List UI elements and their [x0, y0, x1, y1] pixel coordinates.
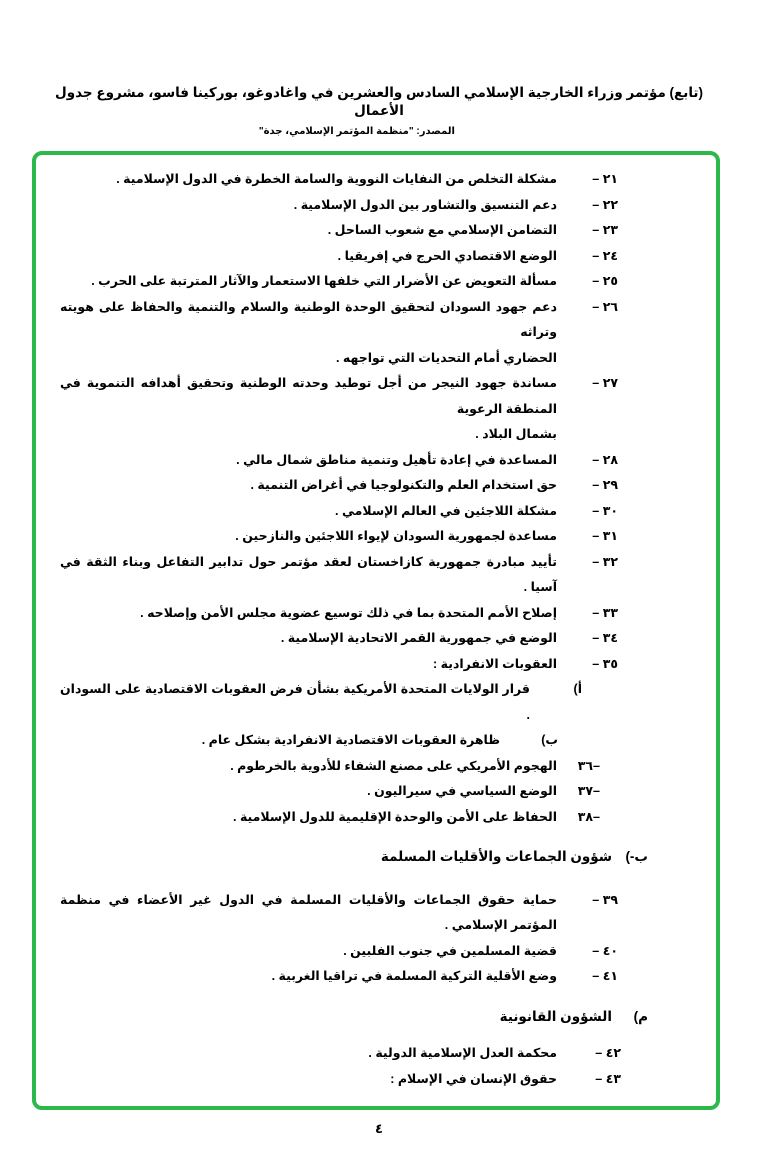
item-text-block: [60, 295, 557, 372]
item-text: دعم جهود السودان لتحقيق الوحدة الوطنية والسلام والتنمية والحفاظ على هويته وتراثه: [60, 299, 557, 339]
item-text: حق استخدام العلم والتكنولوجيا في أغراض التنمية .: [250, 478, 557, 492]
item-text-block: [60, 244, 557, 270]
list-item: [36, 167, 716, 193]
list-item: [36, 626, 716, 652]
content-frame: [32, 151, 720, 1110]
list-item: [36, 805, 716, 831]
section-title-text: شؤون الجماعات والأقليات المسلمة: [380, 849, 612, 864]
item-text: ظاهرة العقوبات الاقتصادية الانفرادية بشكل عام .: [201, 733, 500, 747]
list-item: [36, 779, 716, 805]
item-number: ٣٣ –: [592, 605, 618, 620]
page-number: ٤: [375, 1121, 383, 1136]
item-text: مشكلة اللاجئين في العالم الإسلامي .: [335, 503, 557, 518]
list-item: [36, 888, 716, 939]
list-item: [36, 550, 716, 601]
item-text: العقوبات الانفرادية :: [433, 656, 557, 671]
sub-item: [36, 677, 716, 728]
item-text: الوضع الاقتصادي الحرج في إفريقيا .: [337, 248, 557, 263]
item-text-block: [60, 652, 557, 678]
item-number: ٤٢ –: [595, 1046, 621, 1060]
list-item: [36, 244, 716, 270]
item-text-block: [60, 779, 557, 805]
item-text: الوضع في جمهورية القمر الاتحادية الإسلامية .: [280, 631, 557, 645]
item-text-continuation: بشمال البلاد .: [475, 427, 557, 441]
item-text-block: [60, 167, 557, 193]
source-line: المصدر: "منظمة المؤتمر الإسلامي، جدة": [258, 126, 455, 137]
item-text-block: [60, 805, 557, 831]
item-number: ٤٣ –: [595, 1071, 621, 1086]
item-text-block: [60, 601, 557, 627]
item-text-block: [60, 448, 557, 474]
item-text-block: [60, 499, 557, 525]
list-item: [36, 524, 716, 550]
list-item: [36, 939, 716, 965]
item-number: ٢٩ –: [592, 478, 618, 492]
list-item: [36, 448, 716, 474]
item-number: ٤٠ –: [592, 943, 618, 958]
item-text-block: [60, 550, 557, 601]
item-number: –٣٨: [577, 809, 600, 824]
item-number: –٣٦: [577, 758, 600, 773]
list-item: [36, 371, 716, 448]
item-text: إصلاح الأمم المتحدة بما في ذلك توسيع عضوية مجلس الأمن وإصلاحه .: [140, 605, 557, 620]
item-text-block: [60, 939, 557, 965]
section-heading: [36, 844, 716, 870]
item-text: مسألة التعويض عن الأضرار التي خلفها الاستعمار والآثار المترتبة على الحرب .: [91, 274, 557, 288]
item-text: محكمة العدل الإسلامية الدولية .: [368, 1046, 557, 1060]
item-number: ٣٢ –: [592, 554, 618, 569]
item-text-block: [60, 888, 557, 939]
section-heading: [36, 1004, 716, 1030]
list-item: [36, 269, 716, 295]
item-text-block: [60, 626, 557, 652]
item-text: الهجوم الأمريكي على مصنع الشفاء للأدوية بالخرطوم .: [230, 758, 557, 773]
item-text-block: [60, 218, 557, 244]
list-item: [36, 1067, 716, 1093]
section-title: [60, 1004, 612, 1030]
item-number: ٣١ –: [592, 529, 618, 543]
item-text: مساعدة لجمهورية السودان لإيواء اللاجئين والنازحين .: [235, 529, 557, 543]
item-text: قرار الولايات المتحدة الأمريكية بشأن فرض العقوبات الاقتصادية على السودان .: [60, 682, 530, 722]
section-label: ب-): [625, 849, 648, 864]
list-item: [36, 499, 716, 525]
list-item: [36, 754, 716, 780]
list-item: [36, 295, 716, 372]
item-text-block: [60, 964, 557, 990]
item-number: ٢٤ –: [592, 248, 618, 263]
item-text-block: [60, 269, 557, 295]
list-item: [36, 601, 716, 627]
item-text: الوضع السياسي في سيراليون .: [367, 784, 557, 798]
item-text-block: [60, 1067, 557, 1093]
item-text-block: [60, 728, 500, 754]
item-number: ب): [541, 733, 558, 747]
document-title: (تابع) مؤتمر وزراء الخارجية الإسلامي السادس والعشرين في واغادوغو، بوركينا فاسو، مشروع جدول الأعمال: [55, 85, 703, 118]
item-text-block: [60, 193, 557, 219]
item-text: حماية حقوق الجماعات والأقليات المسلمة في الدول غير الأعضاء في منظمة المؤتمر الإسلامي .: [60, 892, 557, 932]
item-text: حقوق الإنسان في الإسلام :: [390, 1071, 557, 1086]
item-text-block: [60, 473, 557, 499]
section-title-text: الشؤون القانونية: [499, 1008, 612, 1024]
item-text: تأييد مبادرة جمهورية كازاخستان لعقد مؤتمر حول تدابير التفاعل وبناء الثقة في آسيا .: [60, 554, 557, 594]
item-text: دعم التنسيق والتشاور بين الدول الإسلامية .: [293, 197, 557, 212]
document-header: [0, 0, 758, 139]
item-number: ٣٥ –: [592, 656, 618, 671]
list-item: [36, 1041, 716, 1067]
item-text-block: [60, 371, 557, 448]
item-text-block: [60, 754, 557, 780]
list-item: [36, 473, 716, 499]
item-text: الحفاظ على الأمن والوحدة الإقليمية للدول الإسلامية .: [233, 809, 557, 824]
item-text: مشكلة التخلص من النفايات النووية والسامة الخطرة في الدول الإسلامية .: [116, 172, 557, 186]
item-number: ٢٦ –: [592, 299, 618, 314]
item-number: –٣٧: [577, 784, 600, 798]
list-item: [36, 964, 716, 990]
item-number: ٢٢ –: [592, 197, 618, 212]
item-number: ٢١ –: [592, 172, 618, 186]
item-text: المساعدة في إعادة تأهيل وتنمية مناطق شمال مالي .: [236, 452, 557, 467]
item-number: ٢٣ –: [592, 223, 618, 237]
item-number: ٤١ –: [592, 969, 618, 983]
item-text: مساندة جهود النيجر من أجل توطيد وحدته الوطنية وتحقيق أهدافه التنموية في المنطقة الرعوية: [60, 376, 557, 416]
item-number: ٣٤ –: [592, 631, 618, 645]
section-title: [60, 844, 612, 870]
list-item: [36, 218, 716, 244]
item-text: التضامن الإسلامي مع شعوب الساحل .: [327, 223, 557, 237]
item-text-continuation: الحضاري أمام التحديات التي تواجهه .: [335, 350, 557, 365]
item-text-block: [60, 1041, 557, 1067]
item-text-block: [60, 677, 530, 728]
item-number: ٢٧ –: [592, 376, 618, 390]
item-number: ٢٥ –: [592, 274, 618, 288]
list-item: [36, 193, 716, 219]
item-text: قضية المسلمين في جنوب الفلبين .: [343, 943, 557, 958]
item-number: ٣٩ –: [592, 892, 618, 907]
item-number: ٣٠ –: [592, 503, 618, 518]
item-number: ٢٨ –: [592, 452, 618, 467]
list-item: [36, 652, 716, 678]
item-text: وضع الأقلية التركية المسلمة في تراقيا الغربية .: [271, 969, 557, 983]
section-label: م): [633, 1008, 648, 1024]
sub-item: [36, 728, 716, 754]
item-number: أ): [573, 682, 582, 696]
item-text-block: [60, 524, 557, 550]
